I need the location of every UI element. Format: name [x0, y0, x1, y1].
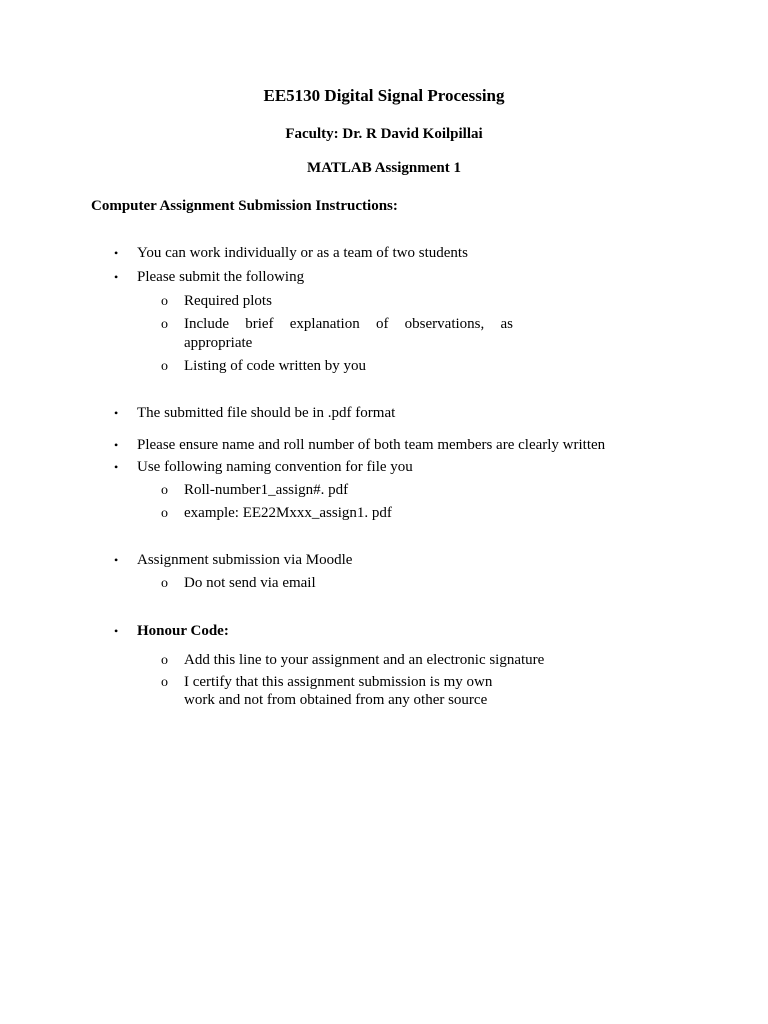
- sub-bullet-marker: o: [161, 675, 168, 690]
- list-item-heading: Honour Code:: [137, 623, 229, 639]
- bullet-marker: •: [114, 460, 119, 474]
- sub-list-item-continuation: appropriate: [184, 335, 253, 351]
- assignment-title: MATLAB Assignment 1: [307, 160, 461, 176]
- bullet-marker: •: [114, 438, 119, 452]
- sub-bullet-marker: o: [161, 317, 168, 332]
- sub-bullet-marker: o: [161, 359, 168, 374]
- list-item: The submitted file should be in .pdf format: [137, 405, 396, 421]
- sub-list-item: Roll-number1_assign#. pdf: [184, 482, 349, 498]
- sub-list-item: example: EE22Mxxx_assign1. pdf: [184, 505, 392, 521]
- word: as: [500, 316, 513, 332]
- list-item: Please ensure name and roll number of both team members are clearly written: [137, 437, 606, 453]
- instructions-heading: Computer Assignment Submission Instructions:: [91, 198, 398, 214]
- sub-list-item: Listing of code written by you: [184, 358, 367, 374]
- sub-bullet-marker: o: [161, 506, 168, 521]
- bullet-marker: •: [114, 246, 119, 260]
- bullet-marker: •: [114, 624, 119, 638]
- bullet-marker: •: [114, 270, 119, 284]
- list-item: Assignment submission via Moodle: [137, 552, 353, 568]
- sub-list-item: Required plots: [184, 293, 272, 309]
- word: brief: [245, 316, 274, 332]
- sub-list-item-justified: [184, 315, 513, 334]
- word: of: [375, 316, 389, 332]
- word: observations,: [404, 316, 485, 332]
- list-item: You can work individually or as a team of two students: [137, 245, 468, 261]
- word: Include: [184, 316, 229, 332]
- sub-bullet-marker: o: [161, 483, 168, 498]
- document-title: EE5130 Digital Signal Processing: [263, 86, 505, 105]
- list-item: Use following naming convention for file you: [137, 459, 413, 475]
- sub-list-item: Add this line to your assignment and an electronic signature: [184, 652, 545, 668]
- faculty-line: Faculty: Dr. R David Koilpillai: [285, 126, 483, 142]
- sub-bullet-marker: o: [161, 294, 168, 309]
- bullet-marker: •: [114, 553, 119, 567]
- sub-list-item-continuation: work and not from obtained from any other source: [184, 692, 488, 708]
- list-item: Please submit the following: [137, 269, 305, 285]
- sub-bullet-marker: o: [161, 653, 168, 668]
- word: explanation: [289, 316, 360, 332]
- bullet-marker: •: [114, 406, 119, 420]
- sub-list-item: I certify that this assignment submission is my own: [184, 674, 493, 690]
- sub-list-item: Do not send via email: [184, 575, 316, 591]
- sub-bullet-marker: o: [161, 576, 168, 591]
